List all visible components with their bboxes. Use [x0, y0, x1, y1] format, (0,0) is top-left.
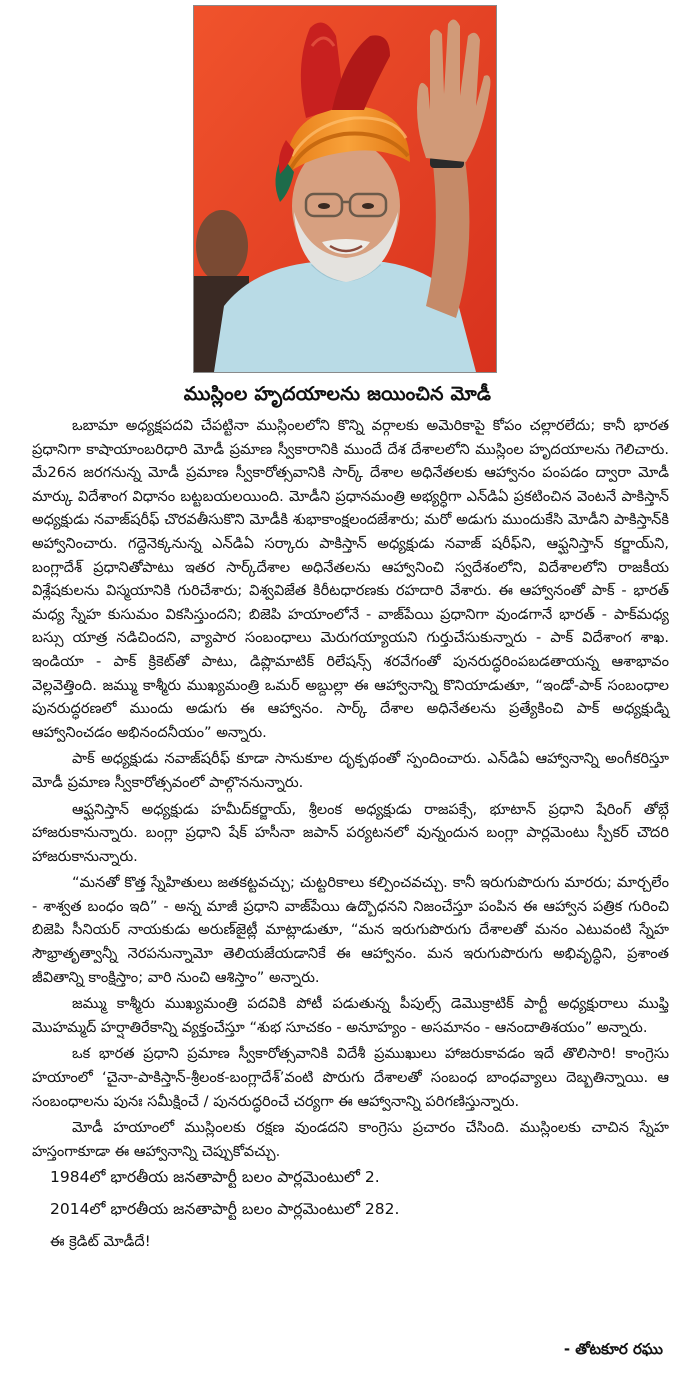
- stat-line-2014: 2014లో భారతీయ జనతాపార్టీ బలం పార్లమెంటులో 282.: [50, 1200, 400, 1218]
- paragraph: పాక్ అధ్యక్షుడు నవాజ్‌షరీఫ్ కూడా సానుకూల దృక్పథంతో స్పందించారు. ఎన్‌డిఏ ఆహ్వానాన్ని అంగీకరిస్తూ మోడీ ప్రమాణ స్వీకారోత్సవంలో పాల్గొననున్నారు.: [32, 750, 669, 791]
- stat-line-1984: 1984లో భారతీయ జనతాపార్టీ బలం పార్లమెంటులో 2.: [50, 1168, 380, 1187]
- paragraph: ఒబామా అధ్యక్షపదవి చేపట్టినా ముస్లింలలోని కొన్ని వర్గాలకు అమెరికాపై కోపం చల్లారలేదు; కానీ భారత ప్రధానిగా కాషాయాంబరిధారి మోడీ ప్రమాణ స్వీకారానికి ముందే దేశ దేశాలలోని ముస్లింల హృదయాలను గెలిచారు. మే26న జరగనున్న మోడీ ప్రమాణ స్వీకారోత్సవానికి సార్క్ దేశాల అధినేతలకు ఆహ్వానం పంపడం ద్వారా మోడీ మార్కు విదేశాంగ విధానం బట్టబయలయింది. మోడీని ప్రధానమంత్రి అభ్యర్ధిగా ఎన్‌డిఏ ప్రకటించిన వెంటనే పాకిస్తాన్ అధ్యక్షుడు నవాజ్‌షరీఫ్ చొరవతీసుకొని మోడీకి శుభాకాంక్షలందజేశారు; మరో అడుగు ముందుకేసి మోడీని పాకిస్తాన్‌కి అహ్వానించారు. గద్దెనెక్కనున్న ఎన్‌డిఏ సర్కారు పాకిస్తాన్ అధ్యక్షుడు నవాజ్ షరీఫ్‌ని, ఆఫ్ఘనిస్తాన్ కర్జాయ్‌ని, బంగ్లాదేశ్ ప్రధానితోపాటు ఇతర సార్క్‌దేశాల అధినేతలను ఆహ్వానించి స్వదేశంలోని, విదేశాలలోని రాజకీయ విశ్లేషకులను విస్మయానికి గురిచేశారు; విశ్వవిజేత కిరీటధారణకు రహదారి వేశారు. ఈ ఆహ్వానంతో పాక్ - భారత్ మధ్య స్నేహ కుసుమం వికసిస్తుందని; బిజెపి హయాంలోనే - వాజ్‌పేయి ప్రధానిగా వుండగానే భారత్ - పాక్‌మధ్య బస్సు యాత్ర నడిచిందని, వ్యాపార సంబంధాలు మెరుగయ్యాయని గుర్తుచేసుకున్నారు - పాక్ విదేశాంగ శాఖ. ఇండియా - పాక్ క్రికెట్‌తో పాటు, డిప్లొమాటిక్ రిలేషన్స్ శరవేగంతో పునరుద్ధరింపబడతాయన్న ఆశాభావం వెల్లవెత్తింది. జమ్ము కాశ్మీరు ముఖ్యమంత్రి ఒమర్ అబ్దుల్లా ఈ ఆహ్వానాన్ని కొనియాడుతూ, “ఇండో-పాక్ సంబంధాల పునరుద్ధరణలో ముందు అడుగు ఈ ఆహ్వానం. సార్క్ దేశాల అధినేతలను ప్రత్యేకించి పాక్ అధ్యక్షుడ్ని ఆహ్వానించడం అభినందనీయం” అన్నారు.: [32, 417, 669, 741]
- paragraph: మోడీ హయాంలో ముస్లింలకు రక్షణ వుండదని కాంగ్రెసు ప్రచారం చేసింది. ముస్లింలకు చాచిన స్నేహ హస్తంగాకూడా ఈ ఆహ్వానాన్ని చెప్పుకోవచ్చు.: [32, 1119, 669, 1160]
- author-signature: - తోటకూర రఘు: [563, 1340, 663, 1358]
- paragraph: ఒక భారత ప్రధాని ప్రమాణ స్వీకారోత్సవానికి విదేశీ ప్రముఖులు హాజరుకావడం ఇదే తొలిసారి! కాంగ్రెసు హయాంలో ‘చైనా-పాకిస్తాన్-శ్రీలంక-బంగ్లాదేశ్’వంటి పొరుగు దేశాలతో సంబంధ బాంధవ్యాలు దెబ్బతిన్నాయి. ఆ సంబంధాలను పునః సమీక్షించే / పునరుద్ధరించే చర్యగా ఈ ఆహ్వానాన్ని పరిగణిస్తున్నారు.: [32, 1045, 669, 1110]
- portrait-photo: [193, 5, 497, 373]
- paragraph: ఆఫ్ఘనిస్తాన్ అధ్యక్షుడు హమీద్‌కర్జాయ్, శ్రీలంక అధ్యక్షుడు రాజపక్సే, భూటాన్ ప్రధాని షేరింగ్ తోబ్గే హాజరుకానున్నారు. బంగ్లా ప్రధాని షేక్ హసీనా జపాన్ పర్యటనలో వున్నందున బంగ్లా పార్లమెంటు స్పీకర్ చౌదరి హాజరుకానున్నారు.: [32, 800, 669, 865]
- article-body: [32, 414, 669, 1253]
- credit-line: ఈ క్రెడిట్ మోడీదే!: [50, 1232, 151, 1250]
- paragraph: జమ్ము కాశ్మీరు ముఖ్యమంత్రి పదవికి పోటీ పడుతున్న పీపుల్స్ డెమొక్రాటిక్ పార్టీ అధ్యక్షురాలు ముఫ్తి మొహమ్మద్ హర్షాతిరేకాన్ని వ్యక్తంచేస్తూ “శుభ సూచకం - అనూహ్యం - అసమానం - ఆనందాతిశయం” అన్నారు.: [32, 995, 669, 1036]
- article-headline: ముస్లింల హృదయాలను జయించిన మోడీ: [183, 383, 492, 405]
- paragraph: “మనతో కొత్త స్నేహితులు జతకట్టవచ్చు; చుట్టరికాలు కల్పించవచ్చు. కానీ ఇరుగుపొరుగు మారరు; మార్చలేం - శాశ్వత బంధం ఇది” - అన్న మాజీ ప్రధాని వాజ్‌పేయి ఉద్బొధనని నిజంచేస్తూ పంపిన ఈ ఆహ్వాన పత్రిక గురించి బిజెపి సీనియర్ నాయకుడు అరుణ్‌జైట్లీ మాట్లాడుతూ, “మన ఇరుగుపొరుగు దేశాలతో మనం ఎటువంటి స్నేహ సౌభ్రాతృత్వాన్నీ నెరపనున్నామో తెలియజేయడానికే ఈ ఆహ్వానం. మన ఇరుగుపొరుగు అభివృద్ధిని, ప్రశాంత జీవితాన్ని కాంక్షిస్తాం; వారి నుంచి ఆశిస్తాం” అన్నారు.: [32, 874, 669, 986]
- portrait-illustration: [194, 6, 496, 372]
